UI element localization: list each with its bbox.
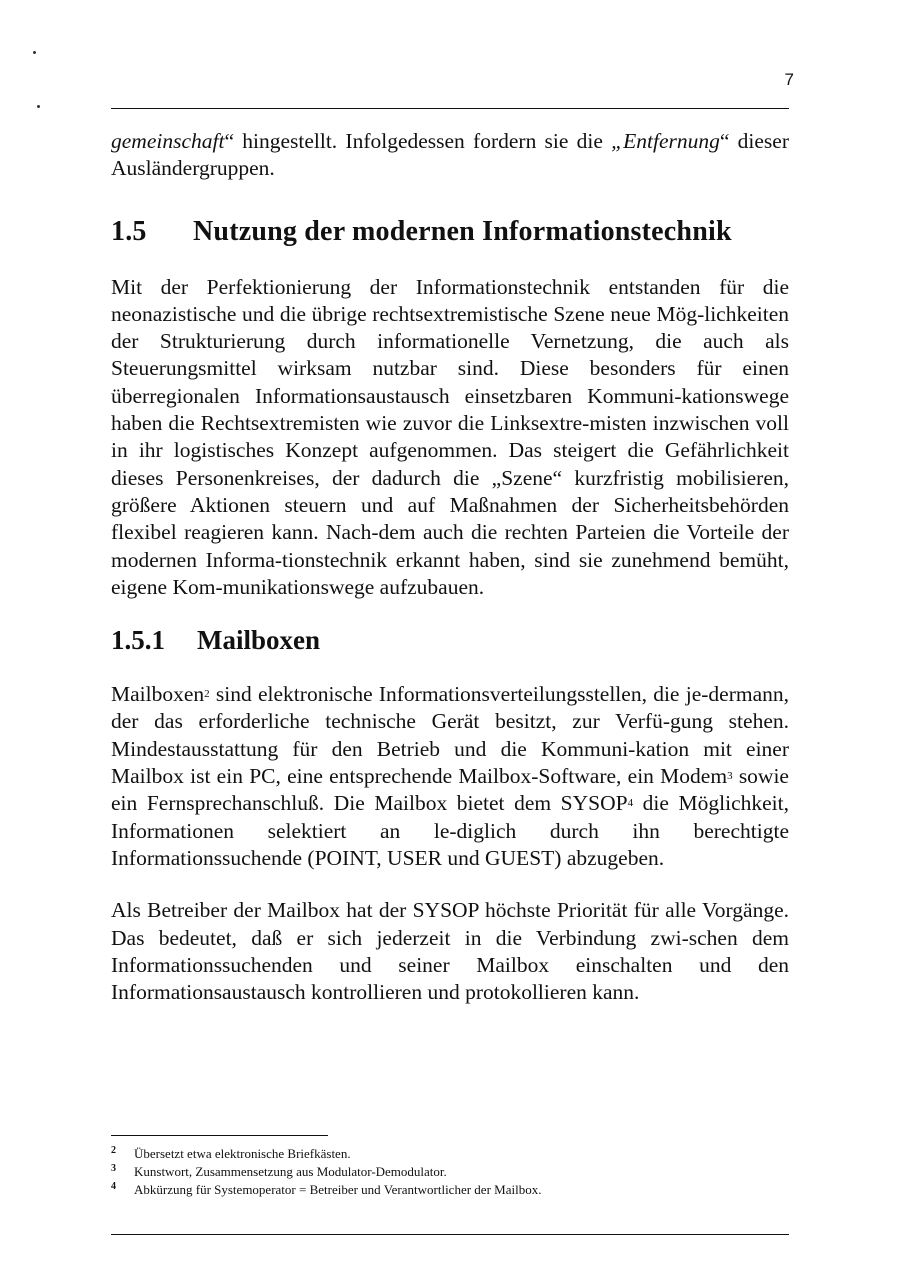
section-number: 1.5 — [111, 215, 147, 247]
footnote-ref[interactable]: 2 — [204, 688, 210, 701]
footnote-mark: 3 — [111, 1163, 116, 1174]
footer-rule — [111, 1234, 789, 1235]
scan-speck-top — [33, 51, 36, 54]
page-body — [111, 128, 789, 1006]
italic-term: „Entfernung — [611, 129, 720, 153]
footnote-text: Abkürzung für Systemoperator = Betreiber und Verantwortlicher der Mailbox. — [134, 1182, 542, 1197]
paragraph-informationstechnik: Mit der Perfektionierung der Informationstechnik entstanden für die neonazistische und die übrige rechtsextremistische Szene neue Mög-lichkeiten der Strukturierung durch informationelle Vernetzung, die auch als Steuerungsmittel wirksam nutzbar sind. Diese besonders für einen überregionalen Informationsaustausch einsetzbaren Kommuni-kationswege haben die Rechtsextremisten wie zuvor die Linksextre-misten inzwischen voll in ihr logistisches Konzept aufgenommen. Das steigert die Gefährlichkeit dieses Personenkreises, der dadurch die „Szene“ kurzfristig mobilisieren, größere Aktionen steuern und auf Maßnahmen der Sicherheitsbehörden flexibel reagieren kann. Nach-dem auch die rechten Parteien die Vorteile der modernen Informa-tionstechnik erkannt haben, sind sie zunehmend bemüht, eigene Kom-munikationswege aufzubauen. — [111, 274, 789, 599]
subsection-heading — [111, 623, 789, 657]
header-rule — [111, 108, 789, 109]
footnote — [111, 1145, 789, 1163]
section-heading — [111, 215, 789, 249]
footnote — [111, 1181, 789, 1199]
footnote-ref[interactable]: 4 — [627, 797, 634, 810]
paragraph-mailboxen: Mailboxen$^2$ sind elektronische Informationsverteilungsstellen, die je-dermann, der das erforderliche technische Gerät besitzt, zur Verfü-gung stehen. Mindestausstattung für den Betrieb und die Kommuni-kation mit einer Mailbox ist ein PC, eine entsprechende Mailbox-Software, ein Modem$^3$ sowie ein Fernsprechanschluß. Die Mailbox bietet dem SYSOP$^4$ die Möglichkeit, Informationen selektiert an le-diglich durch ihn berechtigte Informationssuchende (POINT, USER und GUEST) abzugeben. — [111, 682, 789, 870]
footnote-text: Übersetzt etwa elektronische Briefkästen. — [134, 1146, 351, 1161]
section-title: Nutzung der modernen Informationstechnik — [193, 215, 732, 247]
italic-term: gemeinschaft — [111, 129, 225, 153]
footnotes — [111, 1145, 789, 1199]
footnote-mark: 4 — [111, 1181, 116, 1192]
paragraph-sysop: Als Betreiber der Mailbox hat der SYSOP höchste Priorität für alle Vorgänge. Das bedeutet, daß er sich jederzeit in die Verbindung zwi-schen dem Informationssuchenden und seiner Mailbox einschalten und den Informationsaustausch kontrollieren und protokollieren kann. — [111, 898, 789, 1005]
subsection-title: Mailboxen — [197, 625, 321, 656]
footnote-mark: 2 — [111, 1145, 116, 1156]
page-number: 7 — [784, 70, 794, 89]
footnote-ref[interactable]: 3 — [727, 770, 733, 783]
footnote-text: Kunstwort, Zusammensetzung aus Modulator-Demodulator. — [134, 1164, 447, 1179]
footnote-separator — [111, 1135, 328, 1136]
scan-speck-mid — [37, 105, 40, 108]
subsection-number: 1.5.1 — [111, 625, 165, 656]
footnote — [111, 1163, 789, 1181]
paragraph-continuation: gemeinschaft“ hingestellt. Infolgedessen fordern sie die „Entfernung“ dieser Ausländergruppen. — [111, 129, 789, 181]
